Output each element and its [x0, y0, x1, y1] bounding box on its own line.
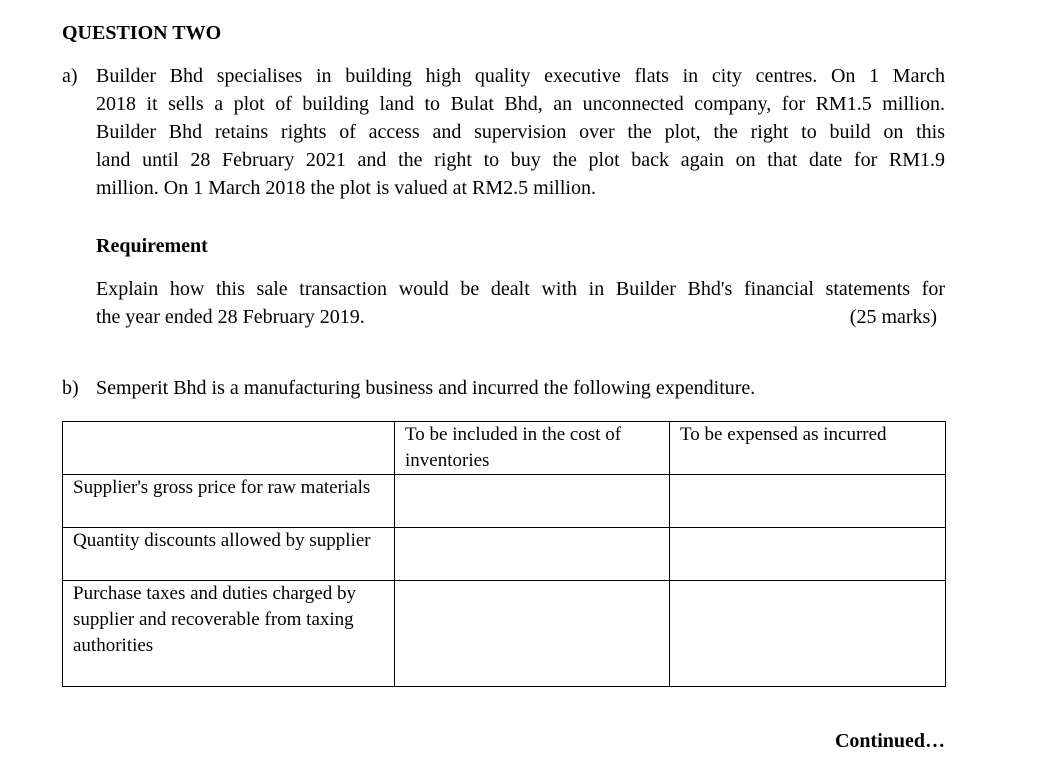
table-row: [63, 581, 946, 687]
inventory-cost-cell[interactable]: [395, 475, 670, 528]
question-title: QUESTION TWO: [62, 22, 222, 44]
expensed-cell[interactable]: [670, 528, 946, 581]
header-cell: To be included in the cost of inventories: [395, 422, 670, 475]
requirement-line: the year ended 28 February 2019.: [96, 306, 365, 328]
inventory-cost-cell[interactable]: [395, 581, 670, 687]
table-header-row: [63, 422, 946, 475]
marks: (25 marks): [849, 306, 937, 328]
expensed-cell[interactable]: [670, 475, 946, 528]
part-b-label: b): [62, 377, 79, 399]
header-cell: [63, 422, 395, 475]
inventory-cost-cell[interactable]: [395, 528, 670, 581]
part-a-line: land until 28 February 2021 and the right to buy the plot back again on that date for RM1.9: [96, 149, 945, 171]
expensed-cell[interactable]: [670, 581, 946, 687]
requirement-line: Explain how this sale transaction would be dealt with in Builder Bhd's financial statements for: [96, 278, 945, 300]
item-cell: Purchase taxes and duties charged by supplier and recoverable from taxing authorities: [63, 581, 395, 687]
continued-note: Continued…: [834, 730, 945, 752]
header-cell: To be expensed as incurred: [670, 422, 946, 475]
table-row: [63, 475, 946, 528]
part-a-line: million. On 1 March 2018 the plot is valued at RM2.5 million.: [96, 177, 596, 199]
expenditure-table: [62, 421, 946, 687]
item-cell: Supplier's gross price for raw materials: [63, 475, 395, 528]
item-cell: Quantity discounts allowed by supplier: [63, 528, 395, 581]
part-a-line: 2018 it sells a plot of building land to Bulat Bhd, an unconnected company, for RM1.5 million.: [96, 93, 945, 115]
part-b-intro: Semperit Bhd is a manufacturing business and incurred the following expenditure.: [96, 377, 756, 399]
requirement-heading: Requirement: [96, 235, 208, 257]
part-a-line: Builder Bhd specialises in building high quality executive flats in city centres. On 1 March: [96, 65, 945, 87]
part-a-label: a): [62, 65, 78, 87]
part-a-line: Builder Bhd retains rights of access and supervision over the plot, the right to build on this: [96, 121, 945, 143]
table-row: [63, 528, 946, 581]
